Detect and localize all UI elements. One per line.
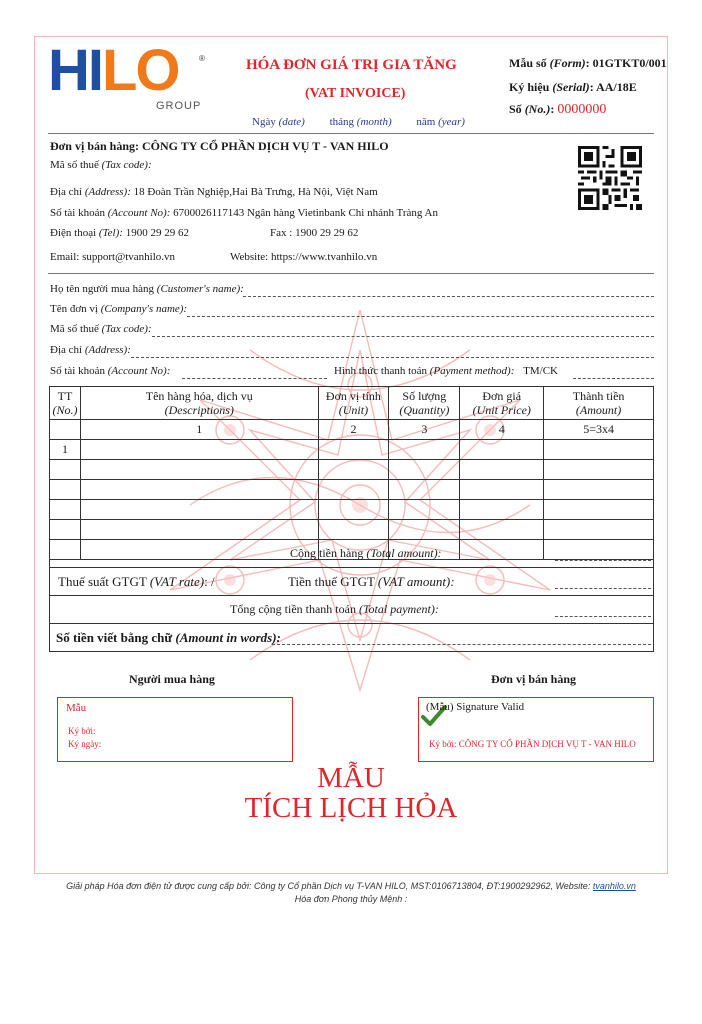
payment-field[interactable] xyxy=(573,378,654,379)
header-divider xyxy=(48,133,654,134)
footer-provider: Giải pháp Hóa đơn điện tử được cung cấp bởi: Công ty Cổ phần Dịch vụ T-VAN HILO, MST:0106713804, ĐT:1900292962, Website: tvanhilo.vn xyxy=(66,881,636,891)
sample-subtitle: TÍCH LỊCH HỎA xyxy=(244,792,458,824)
payment-method: Hình thức thanh toán (Payment method): TM/CK xyxy=(334,365,558,377)
table-row[interactable] xyxy=(50,520,654,540)
buyer-signature-box[interactable]: Mẫu Ký bởi: Ký ngày: xyxy=(57,697,293,762)
buyer-customer-name: Họ tên người mua hàng (Customer's name): xyxy=(50,283,244,295)
invoice-title-en: (VAT INVOICE) xyxy=(305,86,406,101)
buyer-signature-title: Người mua hàng xyxy=(129,672,215,686)
form-number: Mẫu số (Form): 01GTKT0/001 xyxy=(509,56,667,70)
seller-signature-title: Đơn vị bán hàng xyxy=(491,672,577,686)
col-header-description: Tên hàng hóa, dịch vụ (Descriptions) xyxy=(80,387,318,420)
table-index-row: 1 2 3 4 5=3x4 xyxy=(50,420,654,440)
total-amount-row: Cộng tiền hàng (Total amount): xyxy=(49,540,654,568)
qr-code xyxy=(578,146,642,210)
table-row[interactable] xyxy=(50,500,654,520)
account-field[interactable] xyxy=(182,378,327,379)
seller-name: Đơn vị bán hàng: CÔNG TY CỔ PHẦN DỊCH VỤ T - VAN HILO xyxy=(50,139,389,153)
col-header-quantity: Số lượng (Quantity) xyxy=(389,387,460,420)
seller-divider xyxy=(48,273,654,274)
col-header-amount: Thành tiền (Amount) xyxy=(544,387,654,420)
buyer-address: Địa chỉ (Address): xyxy=(50,344,131,356)
seller-tel: Điện thoại (Tel): 1900 29 29 62 xyxy=(50,227,189,239)
col-header-unit: Đơn vị tính (Unit) xyxy=(318,387,389,420)
buyer-account: Số tài khoản (Account No): xyxy=(50,365,171,377)
seller-tax-code: Mã số thuế (Tax code): xyxy=(50,159,152,171)
buyer-company-name: Tên đơn vị (Company's name): xyxy=(50,303,188,315)
company-name-field[interactable] xyxy=(187,316,654,317)
sample-label: MẪU xyxy=(317,762,385,794)
amount-in-words-row: Số tiền viết bằng chữ (Amount in words): xyxy=(49,624,654,652)
items-table xyxy=(49,386,654,560)
seller-signature-box[interactable]: (Mẫu) Signature Valid Ký bởi: CÔNG TY CỔ PHẦN DỊCH VỤ T - VAN HILO xyxy=(418,697,654,762)
col-header-no: TT (No.) xyxy=(50,387,81,420)
seller-address: Địa chỉ (Address): 18 Đoàn Trần Nghiệp,Hai Bà Trưng, Hà Nội, Việt Nam xyxy=(50,186,378,198)
footer-link[interactable]: tvanhilo.vn xyxy=(592,881,636,891)
seller-website: Website: https://www.tvanhilo.vn xyxy=(230,251,378,263)
address-field[interactable] xyxy=(131,357,654,358)
table-row[interactable]: 1 xyxy=(50,440,654,460)
table-header-row xyxy=(50,387,654,420)
hilo-logo: HILO ® GROUP xyxy=(48,38,205,112)
invoice-date: Ngày (date) tháng (month) năm (year) xyxy=(252,116,465,128)
total-payment-row: Tổng cộng tiền thanh toán (Total payment): xyxy=(49,596,654,624)
col-header-unit-price: Đơn giá (Unit Price) xyxy=(460,387,544,420)
table-row[interactable] xyxy=(50,480,654,500)
customer-name-field[interactable] xyxy=(243,296,654,297)
seller-account: Số tài khoản (Account No): 6700026117143 Ngân hàng Vietinbank Chi nhánh Tràng An xyxy=(50,207,438,219)
buyer-tax-code: Mã số thuế (Tax code): xyxy=(50,323,152,335)
invoice-title: HÓA ĐƠN GIÁ TRỊ GIA TĂNG xyxy=(246,57,457,73)
seller-fax: Fax : 1900 29 29 62 xyxy=(270,227,359,239)
invoice-number: Số (No.): 0000000 xyxy=(509,102,607,117)
table-row[interactable] xyxy=(50,460,654,480)
serial-number: Ký hiệu (Serial): AA/18E xyxy=(509,80,637,94)
tax-code-field[interactable] xyxy=(152,336,654,337)
footer-feng-shui: Hóa đơn Phong thủy Mệnh : xyxy=(294,894,408,904)
seller-email: Email: support@tvanhilo.vn xyxy=(50,251,176,263)
vat-row: Thuế suất GTGT (VAT rate): / Tiền thuế GTGT (VAT amount): xyxy=(49,568,654,596)
